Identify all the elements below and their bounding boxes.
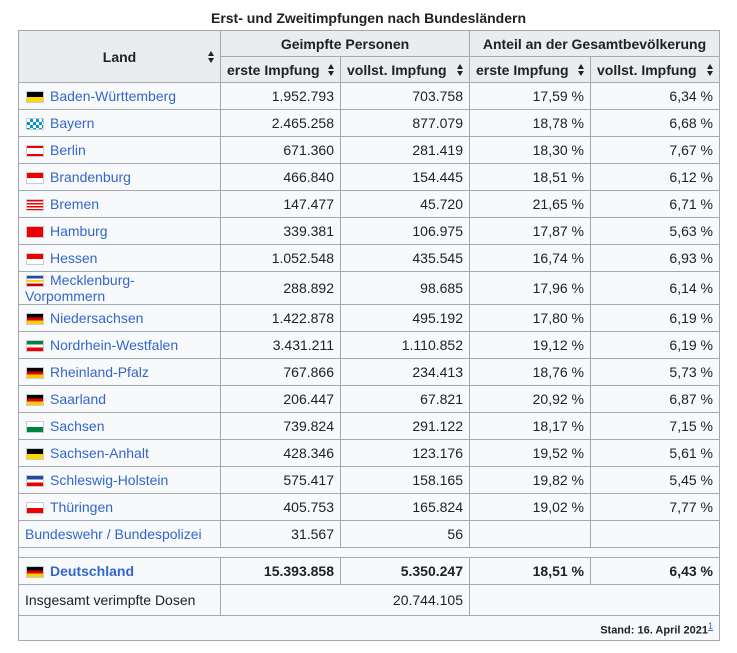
summary-row: [19, 585, 720, 616]
land-link[interactable]: Nordrhein-Westfalen: [50, 337, 179, 353]
stand-date: Stand: 16. April 2021: [600, 624, 708, 637]
cell-p-vollst: 6,87 %: [591, 386, 720, 413]
column-header-anteil-erste[interactable]: [470, 57, 591, 83]
flag-nw-icon: [26, 340, 44, 352]
land-cell: [19, 191, 221, 218]
land-cell: [19, 137, 221, 164]
footer-row: [19, 616, 720, 641]
summary-value: 20.744.105: [221, 585, 470, 616]
land-cell: [19, 110, 221, 137]
column-header-label: vollst. Impfung: [597, 61, 697, 78]
cell-vollst: 1.110.852: [341, 332, 470, 359]
land-cell: [19, 245, 221, 272]
flag-hh-icon: [26, 226, 44, 238]
land-cell: [19, 305, 221, 332]
column-header-label: erste Impfung: [476, 61, 569, 78]
table-row: [19, 386, 720, 413]
table-row: [19, 272, 720, 305]
table-row: [19, 110, 720, 137]
cell-p-vollst: 6,34 %: [591, 83, 720, 110]
cell-erste: 767.866: [221, 359, 341, 386]
cell-erste: 575.417: [221, 467, 341, 494]
cell-p-erste: 19,12 %: [470, 332, 591, 359]
cell-erste: 147.477: [221, 191, 341, 218]
column-header-label: erste Impfung: [227, 61, 320, 78]
cell-p-vollst: 6,93 %: [591, 245, 720, 272]
flag-bw-icon: [26, 91, 44, 103]
cell-erste: 3.431.211: [221, 332, 341, 359]
cell-p-vollst: 6,14 %: [591, 272, 720, 305]
flag-bb-icon: [26, 172, 44, 184]
flag-ni-icon: [26, 313, 44, 325]
cell-p-erste: 17,80 %: [470, 305, 591, 332]
table-row: [19, 332, 720, 359]
land-cell: [19, 467, 221, 494]
flag-by-icon: [26, 118, 44, 130]
land-cell: [19, 83, 221, 110]
table-row: [19, 521, 720, 548]
cell-p-vollst: 6,12 %: [591, 164, 720, 191]
cell-erste: 466.840: [221, 164, 341, 191]
total-erste: 15.393.858: [221, 558, 341, 585]
land-cell: [19, 386, 221, 413]
cell-erste: 739.824: [221, 413, 341, 440]
column-header-anteil-vollst[interactable]: [591, 57, 720, 83]
land-link[interactable]: Sachsen: [50, 418, 105, 434]
cell-p-vollst: 6,68 %: [591, 110, 720, 137]
land-link[interactable]: Bayern: [50, 115, 95, 131]
cell-erste: 405.753: [221, 494, 341, 521]
cell-vollst: 56: [341, 521, 470, 548]
sort-icon[interactable]: [328, 64, 335, 76]
flag-st-icon: [26, 448, 44, 460]
table-row: [19, 137, 720, 164]
table-caption: Erst- und Zweitimpfungen nach Bundesländern: [210, 10, 526, 26]
cell-erste: 31.567: [221, 521, 341, 548]
land-link[interactable]: Mecklenburg-Vorpommern: [25, 272, 135, 304]
cell-vollst: 435.545: [341, 245, 470, 272]
cell-vollst: 154.445: [341, 164, 470, 191]
summary-label: Insgesamt verimpfte Dosen: [19, 585, 221, 616]
land-link[interactable]: Schleswig-Holstein: [50, 472, 169, 488]
cell-erste: 428.346: [221, 440, 341, 467]
cell-erste: 1.952.793: [221, 83, 341, 110]
table-row: [19, 305, 720, 332]
cell-p-erste: 18,17 %: [470, 413, 591, 440]
land-link[interactable]: Hessen: [50, 250, 98, 266]
flag-he-icon: [26, 253, 44, 265]
land-link[interactable]: Berlin: [50, 142, 86, 158]
column-group-anteil: Anteil an der Gesamtbevölkerung: [470, 31, 720, 57]
land-link[interactable]: Thüringen: [50, 499, 114, 515]
cell-p-erste: 19,82 %: [470, 467, 591, 494]
table-row: [19, 218, 720, 245]
total-p-vollst: 6,43 %: [591, 558, 720, 585]
summary-empty: [470, 585, 720, 616]
cell-vollst: 98.685: [341, 272, 470, 305]
land-cell: [19, 272, 221, 305]
land-cell: [19, 332, 221, 359]
land-link[interactable]: Baden-Württemberg: [50, 88, 177, 104]
sort-icon[interactable]: [707, 64, 714, 76]
cell-vollst: 165.824: [341, 494, 470, 521]
cell-p-erste: 19,52 %: [470, 440, 591, 467]
column-header-vollst-impfung[interactable]: [341, 57, 470, 83]
cell-p-vollst: [591, 521, 720, 548]
total-vollst: 5.350.247: [341, 558, 470, 585]
cell-p-erste: 18,51 %: [470, 164, 591, 191]
land-cell: [19, 440, 221, 467]
vaccination-table: [18, 30, 720, 641]
sort-icon[interactable]: [457, 64, 464, 76]
flag-mv-icon: [26, 275, 44, 287]
flag-rp-icon: [26, 367, 44, 379]
cell-p-vollst: 7,77 %: [591, 494, 720, 521]
land-link[interactable]: Niedersachsen: [50, 310, 144, 326]
cell-vollst: 234.413: [341, 359, 470, 386]
cell-p-erste: 20,92 %: [470, 386, 591, 413]
total-land-cell: [19, 558, 221, 585]
total-row: [19, 558, 720, 585]
cell-vollst: 703.758: [341, 83, 470, 110]
table-row: [19, 359, 720, 386]
land-link[interactable]: Brandenburg: [50, 169, 131, 185]
cell-vollst: 45.720: [341, 191, 470, 218]
cell-p-vollst: 5,45 %: [591, 467, 720, 494]
flag-sn-icon: [26, 421, 44, 433]
column-header-label: vollst. Impfung: [347, 61, 447, 78]
cell-erste: 2.465.258: [221, 110, 341, 137]
column-header-land-label: Land: [102, 48, 137, 65]
land-link[interactable]: Rheinland-Pfalz: [50, 364, 149, 380]
flag-sl-icon: [26, 394, 44, 406]
cell-vollst: 106.975: [341, 218, 470, 245]
table-row: [19, 494, 720, 521]
total-land-link[interactable]: Deutschland: [50, 563, 135, 579]
cell-p-vollst: 7,15 %: [591, 413, 720, 440]
reference-link[interactable]: 1: [708, 620, 714, 631]
cell-p-erste: 17,96 %: [470, 272, 591, 305]
cell-vollst: 281.419: [341, 137, 470, 164]
table-row: [19, 164, 720, 191]
cell-erste: 206.447: [221, 386, 341, 413]
column-header-land[interactable]: [19, 31, 221, 83]
flag-de-icon: [26, 566, 44, 578]
total-p-erste: 18,51 %: [470, 558, 591, 585]
cell-p-erste: 17,59 %: [470, 83, 591, 110]
cell-p-erste: 18,78 %: [470, 110, 591, 137]
cell-p-erste: 19,02 %: [470, 494, 591, 521]
column-header-erste-impfung[interactable]: [221, 57, 341, 83]
cell-erste: 339.381: [221, 218, 341, 245]
cell-vollst: 291.122: [341, 413, 470, 440]
cell-p-vollst: 6,19 %: [591, 332, 720, 359]
flag-be-icon: [26, 145, 44, 157]
land-cell: [19, 164, 221, 191]
cell-p-vollst: 5,63 %: [591, 218, 720, 245]
cell-vollst: 495.192: [341, 305, 470, 332]
sort-icon[interactable]: [578, 64, 585, 76]
cell-p-erste: [470, 521, 591, 548]
cell-erste: 671.360: [221, 137, 341, 164]
cell-erste: 1.422.878: [221, 305, 341, 332]
flag-sh-icon: [26, 475, 44, 487]
cell-p-erste: 16,74 %: [470, 245, 591, 272]
table-spacer: [19, 548, 720, 558]
cell-p-erste: 17,87 %: [470, 218, 591, 245]
cell-vollst: 123.176: [341, 440, 470, 467]
cell-p-vollst: 7,67 %: [591, 137, 720, 164]
table-body: [19, 83, 720, 548]
table-row: [19, 83, 720, 110]
table-row: [19, 191, 720, 218]
land-link[interactable]: Saarland: [50, 391, 107, 407]
table-row: [19, 440, 720, 467]
cell-p-vollst: 6,71 %: [591, 191, 720, 218]
land-cell: [19, 413, 221, 440]
cell-erste: 1.052.548: [221, 245, 341, 272]
land-link[interactable]: Hamburg: [50, 223, 108, 239]
sort-icon[interactable]: [208, 51, 215, 63]
land-link[interactable]: Bremen: [50, 196, 100, 212]
land-cell: [19, 494, 221, 521]
cell-p-vollst: 5,73 %: [591, 359, 720, 386]
land-cell: [19, 521, 221, 548]
flag-hb-icon: [26, 199, 44, 211]
table-row: [19, 467, 720, 494]
land-cell: [19, 218, 221, 245]
flag-th-icon: [26, 502, 44, 514]
cell-p-vollst: 6,19 %: [591, 305, 720, 332]
land-cell: [19, 359, 221, 386]
land-link[interactable]: Bundeswehr / Bundespolizei: [25, 526, 202, 542]
cell-vollst: 877.079: [341, 110, 470, 137]
cell-erste: 288.892: [221, 272, 341, 305]
cell-p-erste: 18,30 %: [470, 137, 591, 164]
cell-vollst: 158.165: [341, 467, 470, 494]
column-group-geimpfte: Geimpfte Personen: [221, 31, 470, 57]
land-link[interactable]: Sachsen-Anhalt: [50, 445, 149, 461]
cell-vollst: 67.821: [341, 386, 470, 413]
table-row: [19, 413, 720, 440]
cell-p-erste: 21,65 %: [470, 191, 591, 218]
cell-p-erste: 18,76 %: [470, 359, 591, 386]
footer-cell: [19, 616, 720, 641]
table-row: [19, 245, 720, 272]
cell-p-vollst: 5,61 %: [591, 440, 720, 467]
